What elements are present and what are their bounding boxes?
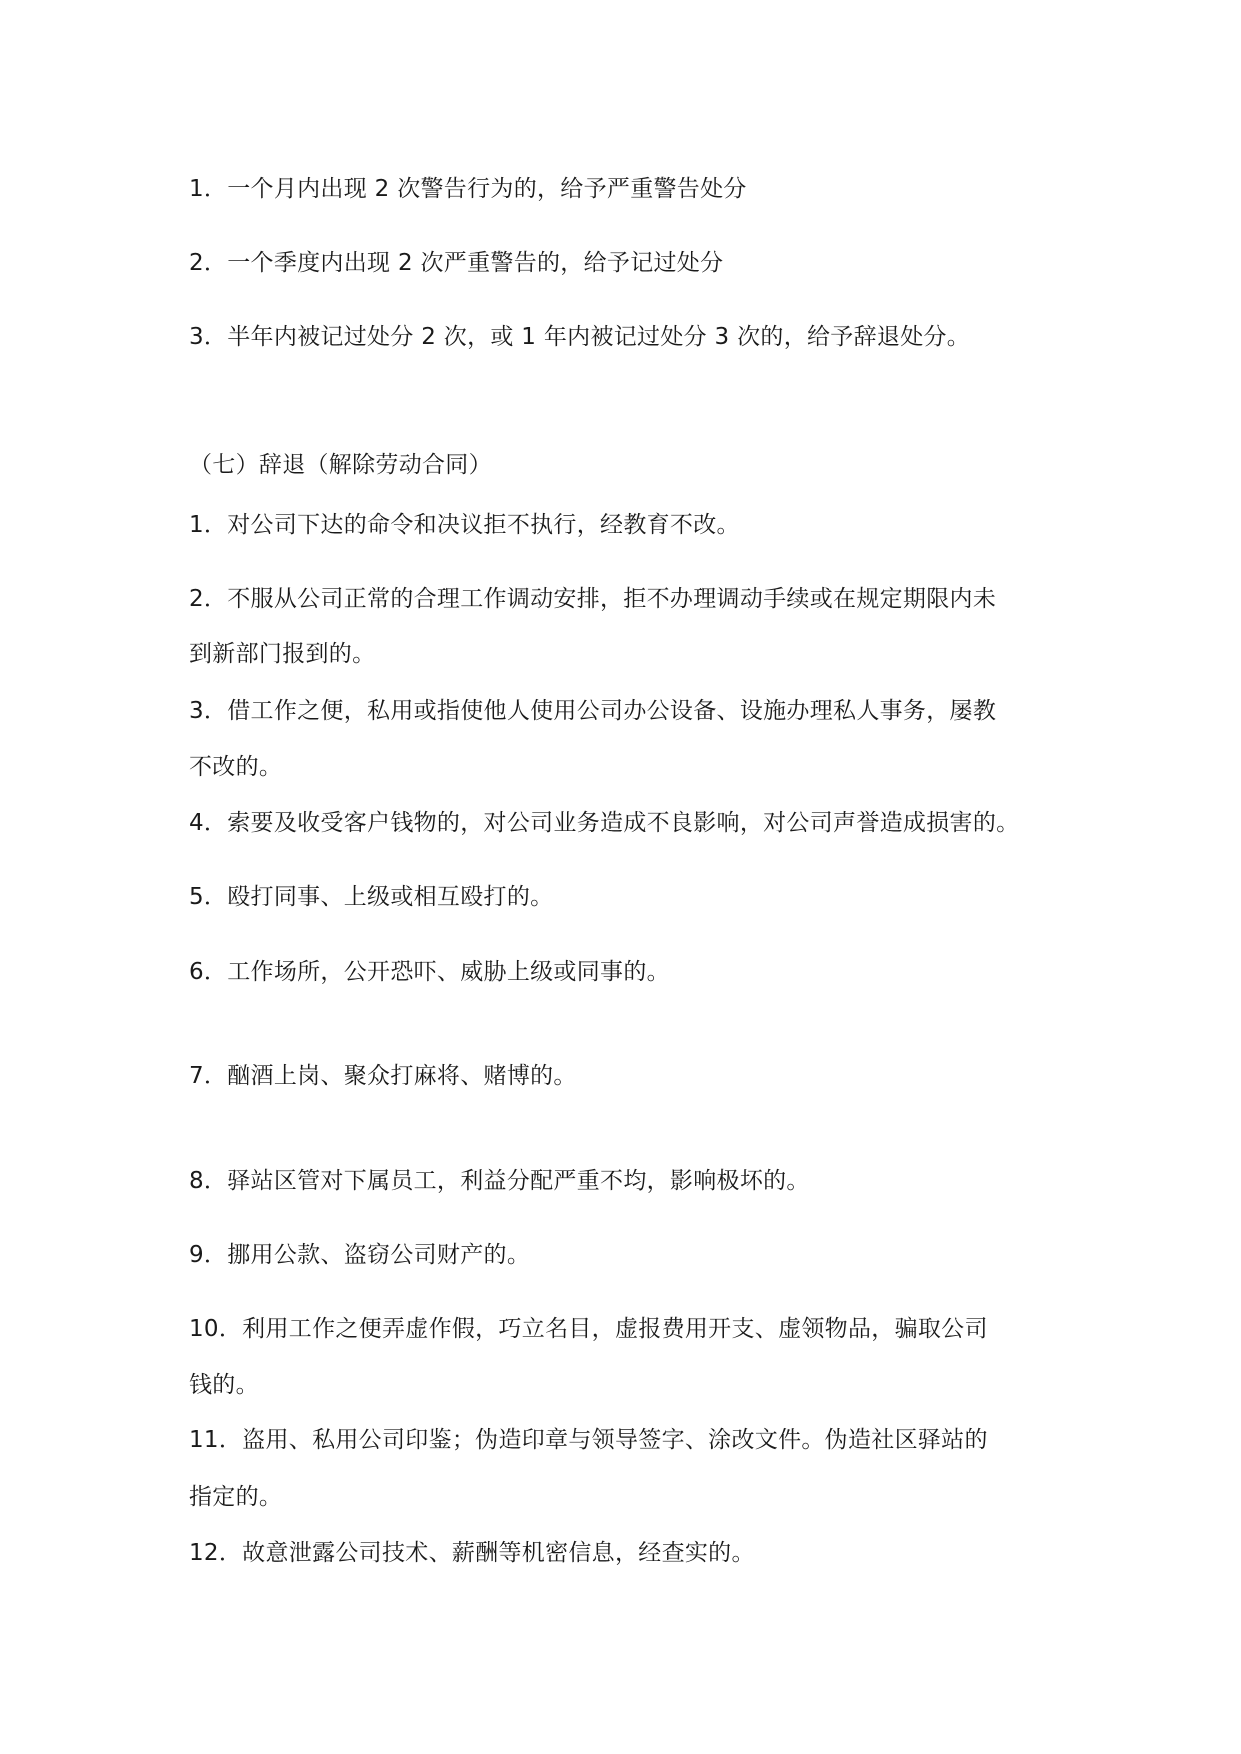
rule-line-3: 3．半年内被记过处分 2 次，或 1 年内被记过处分 3 次的，给予辞退处分。 xyxy=(189,324,971,350)
dismissal-item-8: 8．驿站区管对下属员工，利益分配严重不均，影响极坏的。 xyxy=(189,1168,810,1194)
dismissal-item-2-line-2: 到新部门报到的。 xyxy=(189,641,376,667)
dismissal-item-3-line-1: 3．借工作之便，私用或指使他人使用公司办公设备、设施办理私人事务，屡教 xyxy=(189,698,997,724)
rule-line-2: 2．一个季度内出现 2 次严重警告的，给予记过处分 xyxy=(189,250,724,276)
dismissal-item-3-line-2: 不改的。 xyxy=(189,754,283,780)
dismissal-item-10-line-2: 钱的。 xyxy=(189,1372,259,1398)
dismissal-item-7: 7．酗酒上岗、聚众打麻将、赌博的。 xyxy=(189,1063,577,1089)
section-heading: （七）辞退（解除劳动合同） xyxy=(189,452,492,478)
dismissal-item-6: 6．工作场所，公开恐吓、威胁上级或同事的。 xyxy=(189,959,670,985)
dismissal-item-5: 5．殴打同事、上级或相互殴打的。 xyxy=(189,884,554,910)
dismissal-item-12: 12．故意泄露公司技术、薪酬等机密信息，经查实的。 xyxy=(189,1540,755,1566)
dismissal-item-9: 9．挪用公款、盗窃公司财产的。 xyxy=(189,1242,531,1268)
dismissal-item-2-line-1: 2．不服从公司正常的合理工作调动安排，拒不办理调动手续或在规定期限内未 xyxy=(189,586,997,612)
rule-line-1: 1．一个月内出现 2 次警告行为的，给予严重警告处分 xyxy=(189,176,747,202)
dismissal-item-11-line-2: 指定的。 xyxy=(189,1484,283,1510)
dismissal-item-11-line-1: 11．盗用、私用公司印鉴；伪造印章与领导签字、涂改文件。伪造社区驿站的 xyxy=(189,1427,988,1453)
dismissal-item-4: 4．索要及收受客户钱物的，对公司业务造成不良影响，对公司声誉造成损害的。 xyxy=(189,810,1020,836)
dismissal-item-1: 1．对公司下达的命令和决议拒不执行，经教育不改。 xyxy=(189,512,740,538)
dismissal-item-10-line-1: 10．利用工作之便弄虚作假，巧立名目，虚报费用开支、虚领物品，骗取公司 xyxy=(189,1316,988,1342)
